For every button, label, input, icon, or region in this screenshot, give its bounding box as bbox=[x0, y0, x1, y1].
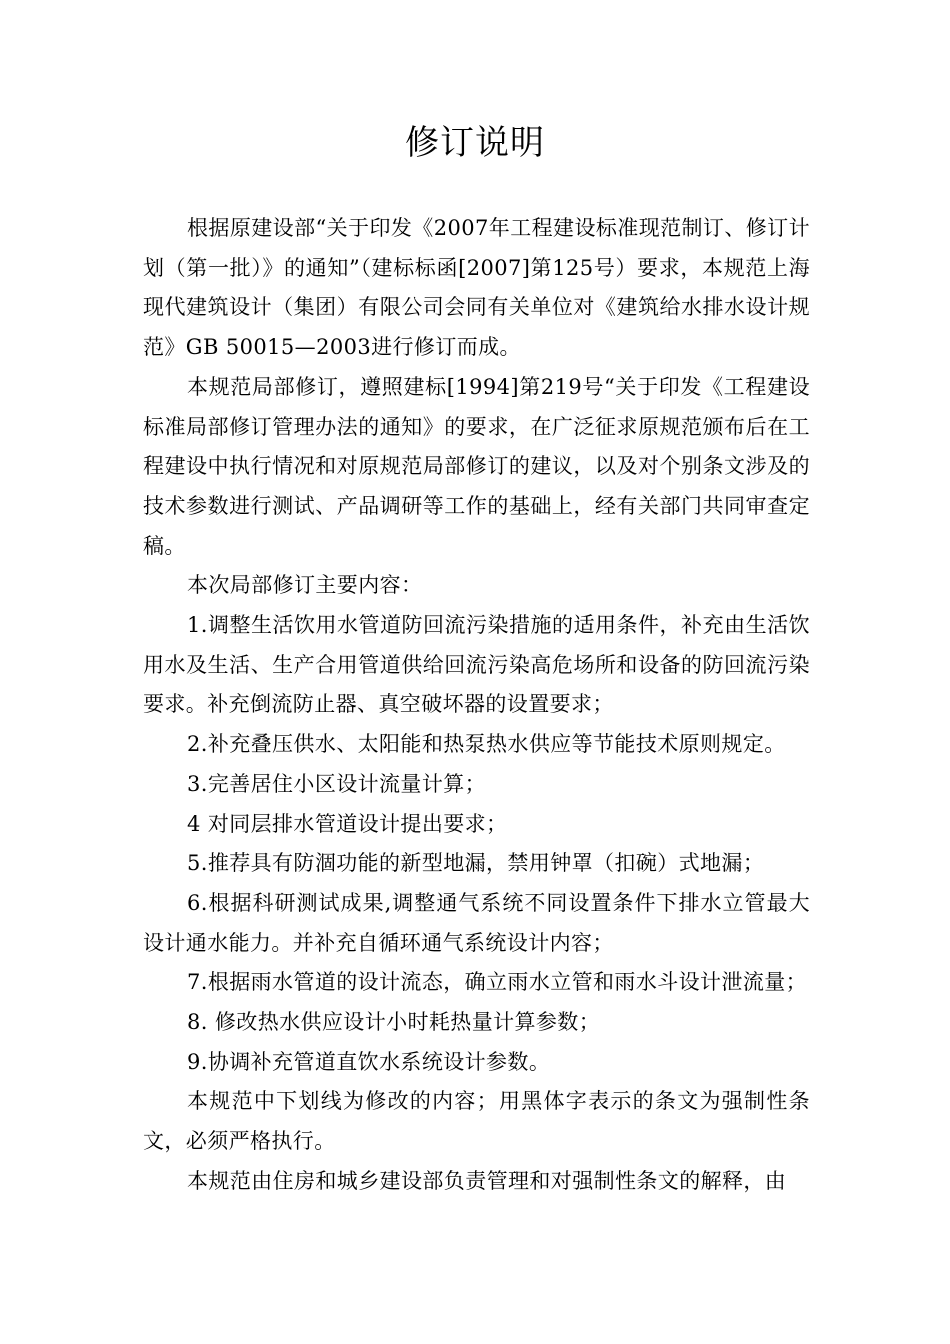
paragraph-revision-procedure: 本规范局部修订，遵照建标[1994]第219号“关于印发《工程建设标准局部修订管理办法的通知》的要求，在广泛征求原规范颁布后在工程建设中执行情况和对原规范局部修订的建议，以及对个别条文涉及的技术参数进行测试、产品调研等工作的基础上，经有关部门共同审查定稿。 bbox=[143, 374, 810, 558]
paragraph-administration: 本规范由住房和城乡建设部负责管理和对强制性条文的解释，由 bbox=[187, 1168, 787, 1193]
paragraph-revision-basis: 根据原建设部“关于印发《2007年工程建设标准现范制订、修订计划（第一批）》的通知”（建标标函[2007]第125号）要求，本规范上海现代建筑设计（集团）有限公司会同有关单位对《建筑给水排水设计规范》GB 50015—2003进行修订而成。 bbox=[143, 216, 810, 360]
list-item-7: 7.根据雨水管道的设计流态，确立雨水立管和雨水斗设计泄流量； bbox=[187, 970, 808, 995]
document-body bbox=[143, 209, 810, 1202]
list-item-6: 6.根据科研测试成果,调整通气系统不同设置条件下排水立管最大设计通水能力。并补充自循环通气系统设计内容； bbox=[143, 890, 810, 955]
list-item-5: 5.推荐具有防涸功能的新型地漏，禁用钟罩（扣碗）式地漏； bbox=[187, 851, 765, 876]
paragraph-notation-note: 本规范中下划线为修改的内容；用黑体字表示的条文为强制性条文，必须严格执行。 bbox=[143, 1089, 810, 1154]
list-item-2: 2.补充叠压供水、太阳能和热泵热水供应等节能技术原则规定。 bbox=[187, 732, 786, 757]
list-item-9: 9.协调补充管道直饮水系统设计参数。 bbox=[187, 1049, 551, 1074]
paragraph-main-contents-heading: 本次局部修订主要内容： bbox=[187, 573, 423, 598]
list-item-4: 4 对同层排水管道设计提出要求； bbox=[187, 811, 508, 836]
document-title: 修订说明 bbox=[405, 123, 545, 163]
list-item-3: 3.完善居住小区设计流量计算； bbox=[187, 771, 487, 796]
list-item-8: 8. 修改热水供应设计小时耗热量计算参数； bbox=[187, 1010, 601, 1035]
list-item-1: 1.调整生活饮用水管道防回流污染措施的适用条件，补充由生活饮用水及生活、生产合用管道供给回流污染高危场所和设备的防回流污染要求。补充倒流防止器、真空破坏器的设置要求； bbox=[143, 613, 810, 717]
